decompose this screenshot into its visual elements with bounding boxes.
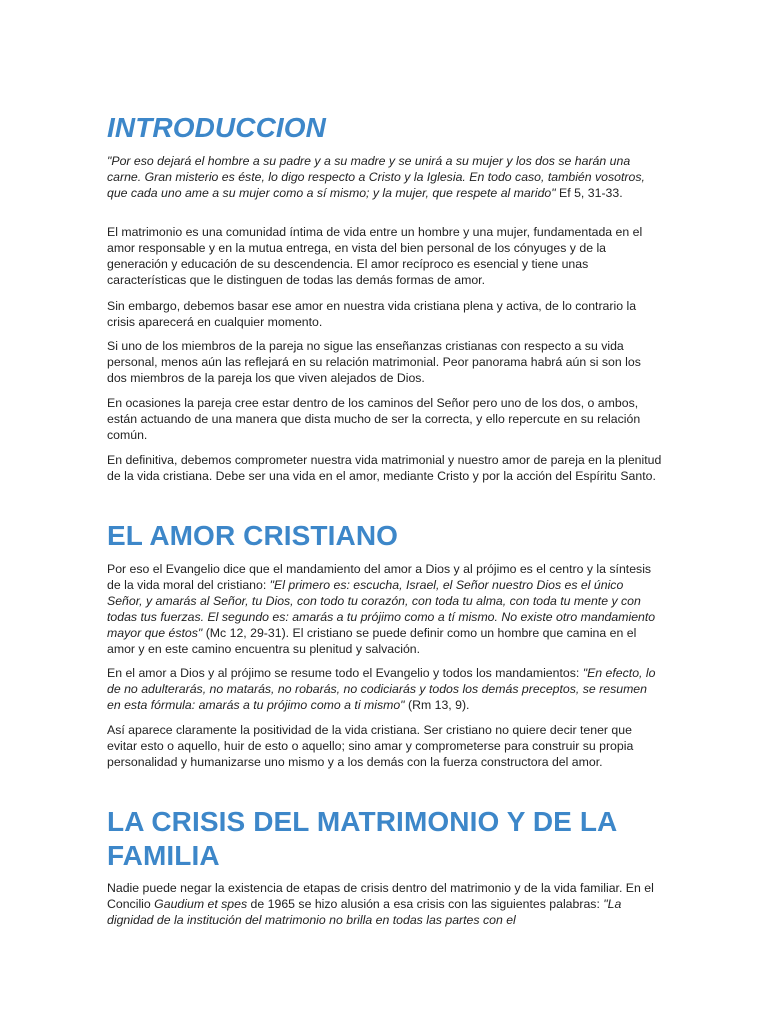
text-run: (Mc 12, 29-31). El cristiano se puede definir como un hombre que camina en el amor y en este camino encuentra su plenitud y salvación. (107, 625, 637, 656)
quote-text: "Por eso dejará el hombre a su padre y a su madre y se unirá a su mujer y los dos se harán una carne. Gran misterio es éste, lo digo respecto a Cristo y la Iglesia. En todo caso, también vosotros, que cada uno ame a su mujer como a sí mismo; y la mujer, que respete al marido" (107, 154, 645, 200)
paragraph (107, 881, 662, 929)
quote-text: "En efecto, lo de no adulterarás, no matarás, no robarás, no codiciarás y todos los demás preceptos, se resumen en esta fórmula: amarás a tu prójimo como a ti mismo" (107, 666, 656, 712)
heading-la-crisis-del-matrimonio: LA CRISIS DEL MATRIMONIO Y DE LA FAMILIA (107, 806, 617, 871)
text-run: Nadie puede negar la existencia de etapas de crisis dentro del matrimonio y de la vida familiar. En el Concilio (107, 881, 654, 911)
quote-text: "El primero es: escucha, Israel, el Señor nuestro Dios es el único Señor, y amarás al Señor, tu Dios, con todo tu corazón, con toda tu alma, con toda tu mente y con todas tus fuerzas. El segundo es: amarás a tu prójimo como a tí mismo. No existe otro mandamiento mayor que éstos" (107, 577, 656, 640)
text-run: de 1965 se hizo alusión a esa crisis con las siguientes palabras: (247, 896, 604, 911)
text-run: En el amor a Dios y al prójimo se resume todo el Evangelio y todos los mandamientos: (107, 666, 583, 680)
document-title-italic: Gaudium et spes (154, 896, 248, 911)
paragraph: Sin embargo, debemos basar ese amor en nuestra vida cristiana plena y activa, de lo contrario la crisis aparecerá en cualquier momento. (107, 299, 637, 329)
paragraph: En definitiva, debemos comprometer nuestra vida matrimonial y nuestro amor de pareja en la plenitud de la vida cristiana. Debe ser una vida en el amor, mediante Cristo y por la acción del Espíritu Santo. (107, 453, 662, 483)
quote-text: "La dignidad de la institución del matrimonio no brilla en todas las partes con el (107, 896, 622, 927)
paragraph (107, 562, 662, 657)
paragraph: Así aparece claramente la positividad de la vida cristiana. Ser cristiano no quiere decir tener que evitar esto o aquello, huir de esto o aquello; sino amar y comprometerse para construir su propia personalidad y humanizarse uno mismo y a los demás con la fuerza constructora del amor. (107, 723, 634, 769)
heading-introduccion: INTRODUCCION (107, 112, 326, 143)
paragraph: El matrimonio es una comunidad íntima de vida entre un hombre y una mujer, fundamentada en el amor responsable y en la mutua entrega, en vista del bien personal de los cónyuges y de la generación y educación de su descendencia. El amor recíproco es esencial y tiene unas características que le distinguen de todas las demás formas de amor. (107, 225, 643, 287)
paragraph: Si uno de los miembros de la pareja no sigue las enseñanzas cristianas con respecto a su vida personal, menos aún las reflejará en su relación matrimonial. Peor panorama habrá aún si son los dos miembros de la pareja los que viven alejados de Dios. (107, 339, 641, 385)
heading-el-amor-cristiano: EL AMOR CRISTIANO (107, 520, 399, 551)
text-run: (Rm 13, 9). (404, 697, 470, 712)
paragraph: En ocasiones la pareja cree estar dentro de los caminos del Señor pero uno de los dos, o ambos, están actuando de una manera que dista mucho de ser la correcta, y ello repercute en su relación común. (107, 396, 641, 442)
intro-quote-paragraph (107, 154, 662, 202)
text-run: Por eso el Evangelio dice que el mandamiento del amor a Dios y al prójimo es el centro y la síntesis de la vida moral del cristiano: (107, 562, 652, 592)
paragraph (107, 666, 662, 714)
quote-reference: Ef 5, 31-33. (555, 185, 623, 200)
